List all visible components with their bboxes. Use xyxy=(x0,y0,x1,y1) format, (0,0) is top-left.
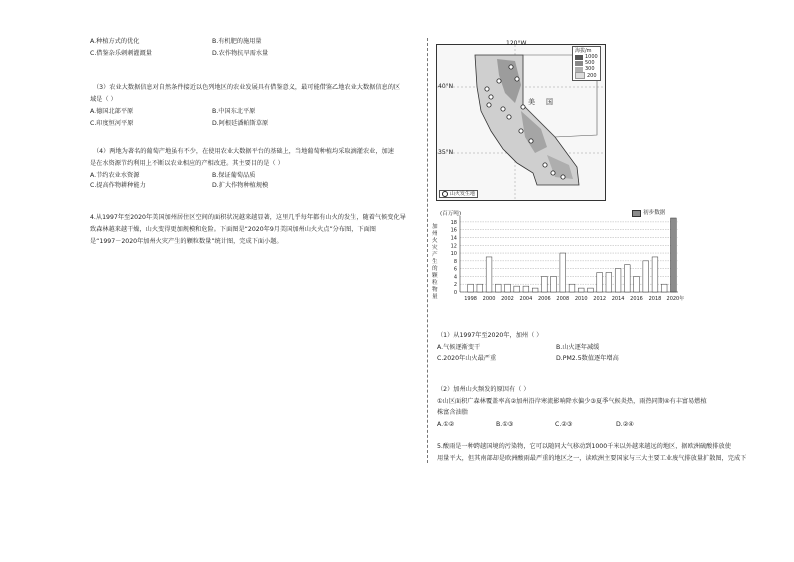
x-tick-label: 2006 xyxy=(537,296,551,302)
question-stem: （3）农业大数据信息对自然条件接近以色列地区的农业发展具有借鉴意义，最可能借鉴乙地农业大数据信息的区 xyxy=(93,84,401,91)
option-a: A.气候逐渐变干 xyxy=(437,344,481,351)
option-c: C.印度恒河平原 xyxy=(90,120,134,127)
option-b: B.①③ xyxy=(496,421,514,428)
option-d: D.PM2.5数值逐年增高 xyxy=(556,355,619,362)
option-a: A.节约农业水资源 xyxy=(90,172,140,179)
question-stem: 域是（ ） xyxy=(90,96,117,103)
bar-2011 xyxy=(588,288,594,292)
longitude-label: 120°W xyxy=(506,40,527,47)
bar-2012 xyxy=(597,273,603,292)
bar-2019 xyxy=(661,284,667,292)
y-tick-label: 14 xyxy=(450,235,457,242)
question-stem: （2）加州山火频发的原因有（ ） xyxy=(437,386,530,393)
option-a: A.德国北部平原 xyxy=(90,108,134,115)
bar-2006 xyxy=(541,276,547,292)
question-statements: ①山区面积广森林覆盖率高②加州沿岸寒流影响降水偏少③夏季气候炎热，雨热同期④有丰富易燃植 xyxy=(437,398,707,405)
bar-2016 xyxy=(634,276,640,292)
legend-level: 200 xyxy=(587,72,597,79)
option-b: B.有机肥的施用量 xyxy=(212,38,262,45)
x-tick-label: 2012 xyxy=(593,296,607,302)
x-tick-label: 2016 xyxy=(630,296,643,302)
question-4-text: 致森林越来越干燥，山火变得更加规模和危险。下面图是“2020年9月美国加州山火火点”分布图，下面图 xyxy=(90,226,376,233)
bar-2001 xyxy=(495,284,501,292)
chart-y-label: 加州火灾产生的颗粒物量 xyxy=(432,224,438,300)
question-4-text: 4.从1997年至2020年美国加州居住区空间的面积状况越来越显著，这里几乎每年都有山火的发生，随着气候变化导 xyxy=(90,214,406,221)
country-label: 美 xyxy=(528,98,535,106)
option-a: A.①② xyxy=(437,421,455,428)
question-stem: （4）两地为著名的葡萄产地虽有不少，在使用农业大数据平台的基础上，当地葡萄种植均采取滴灌农业，加速 xyxy=(93,148,394,155)
x-tick-label: 1998 xyxy=(464,296,477,302)
bar-1999 xyxy=(477,284,483,292)
bar-2002 xyxy=(505,284,511,292)
chart-canvas xyxy=(432,210,685,310)
fire-particulate-chart xyxy=(432,210,685,310)
x-tick-label: 2018 xyxy=(648,296,662,302)
option-c: C.提高作物耕种能力 xyxy=(90,182,146,189)
option-d: D.扩大作物种植规模 xyxy=(212,182,269,189)
question-5-text: 5.酸雨是一种跨越国境的污染物，它可以随同大气移动到1000千米以外越来越远的地区，据欧洲硫酸排放使 xyxy=(437,443,731,450)
x-tick-label: 2014 xyxy=(611,296,625,302)
fire-legend-label: 山火发生地 xyxy=(450,191,476,197)
option-d: D.农作物抗旱需水量 xyxy=(212,50,269,57)
country-label: 国 xyxy=(546,98,553,106)
y-tick-label: 6 xyxy=(453,266,457,273)
option-b: B.保证葡萄品质 xyxy=(212,172,256,179)
option-a: A.种植方式的优化 xyxy=(90,38,140,45)
column-divider xyxy=(427,38,429,463)
latitude-label-35: 35°N xyxy=(438,149,454,156)
bar-2020 xyxy=(671,218,677,292)
x-tick-label: 2002 xyxy=(501,296,514,302)
option-c: C.2020年山火最严重 xyxy=(437,355,497,362)
bar-2015 xyxy=(624,265,630,292)
bar-2005 xyxy=(532,288,538,292)
y-tick-label: 4 xyxy=(453,274,457,281)
bar-1998 xyxy=(468,284,474,292)
bar-2018 xyxy=(652,257,658,292)
bar-2009 xyxy=(569,284,575,292)
bar-2000 xyxy=(486,257,492,292)
x-tick-label: 2000 xyxy=(482,296,496,302)
option-b: B.中国东北平原 xyxy=(212,108,256,115)
y-tick-label: 12 xyxy=(450,243,457,250)
y-tick-label: 0 xyxy=(453,290,457,296)
legend-level: 500 xyxy=(585,60,595,66)
fire-point-icon xyxy=(442,191,448,197)
option-c: C.借鉴杂乐刺刺灌溉量 xyxy=(90,50,152,57)
legend-title: 海拔/m xyxy=(575,48,592,54)
option-d: D.阿根廷潘帕斯草原 xyxy=(212,120,269,127)
option-b: B.山火逐年减缓 xyxy=(556,344,600,351)
bar-2007 xyxy=(551,276,557,292)
question-4-text: 是“1997－2020年加州火灾产生的颗粒数量”统计图，完成下面小题。 xyxy=(90,238,283,245)
legend-label: 初步数据 xyxy=(643,210,666,216)
bar-2017 xyxy=(643,261,649,292)
y-tick-label: 8 xyxy=(453,258,457,265)
question-stem: （1）从1997年至2020年，加州（ ） xyxy=(437,332,543,339)
california-fire-map xyxy=(436,44,606,201)
latitude-label-40: 40°N xyxy=(438,83,454,90)
y-tick-label: 16 xyxy=(450,227,457,234)
x-tick-label: 2010 xyxy=(574,296,588,302)
legend-level: 300 xyxy=(585,66,595,72)
legend-level: 1000 xyxy=(585,54,598,60)
question-statements: 株富含油脂 xyxy=(437,409,468,416)
bar-2014 xyxy=(615,269,621,292)
bar-2013 xyxy=(606,273,612,292)
question-5-text: 用量平大，但其南部却是欧洲酸雨最严重的地区之一，读欧洲主要国家与三大主要工业废气排放量扩散图，完成下 xyxy=(437,455,747,462)
y-tick-label: 10 xyxy=(450,251,457,258)
option-d: D.②④ xyxy=(616,421,634,428)
bar-2004 xyxy=(523,286,529,292)
bar-2010 xyxy=(578,288,584,292)
y-tick-label: 2 xyxy=(453,282,457,289)
x-tick-label: 2004 xyxy=(519,296,533,302)
x-tick-label: 2008 xyxy=(556,296,570,302)
x-tick-label: 2020年 xyxy=(666,296,685,302)
bar-2003 xyxy=(514,286,520,292)
bar-2008 xyxy=(560,253,566,292)
chart-unit: (百万吨) xyxy=(440,211,462,217)
option-c: C.②③ xyxy=(555,421,573,428)
question-stem: 是在水资源节约利用上不断以农业相应的产相改进。其主要目的是（ ） xyxy=(90,160,284,167)
y-tick-label: 18 xyxy=(450,219,457,226)
